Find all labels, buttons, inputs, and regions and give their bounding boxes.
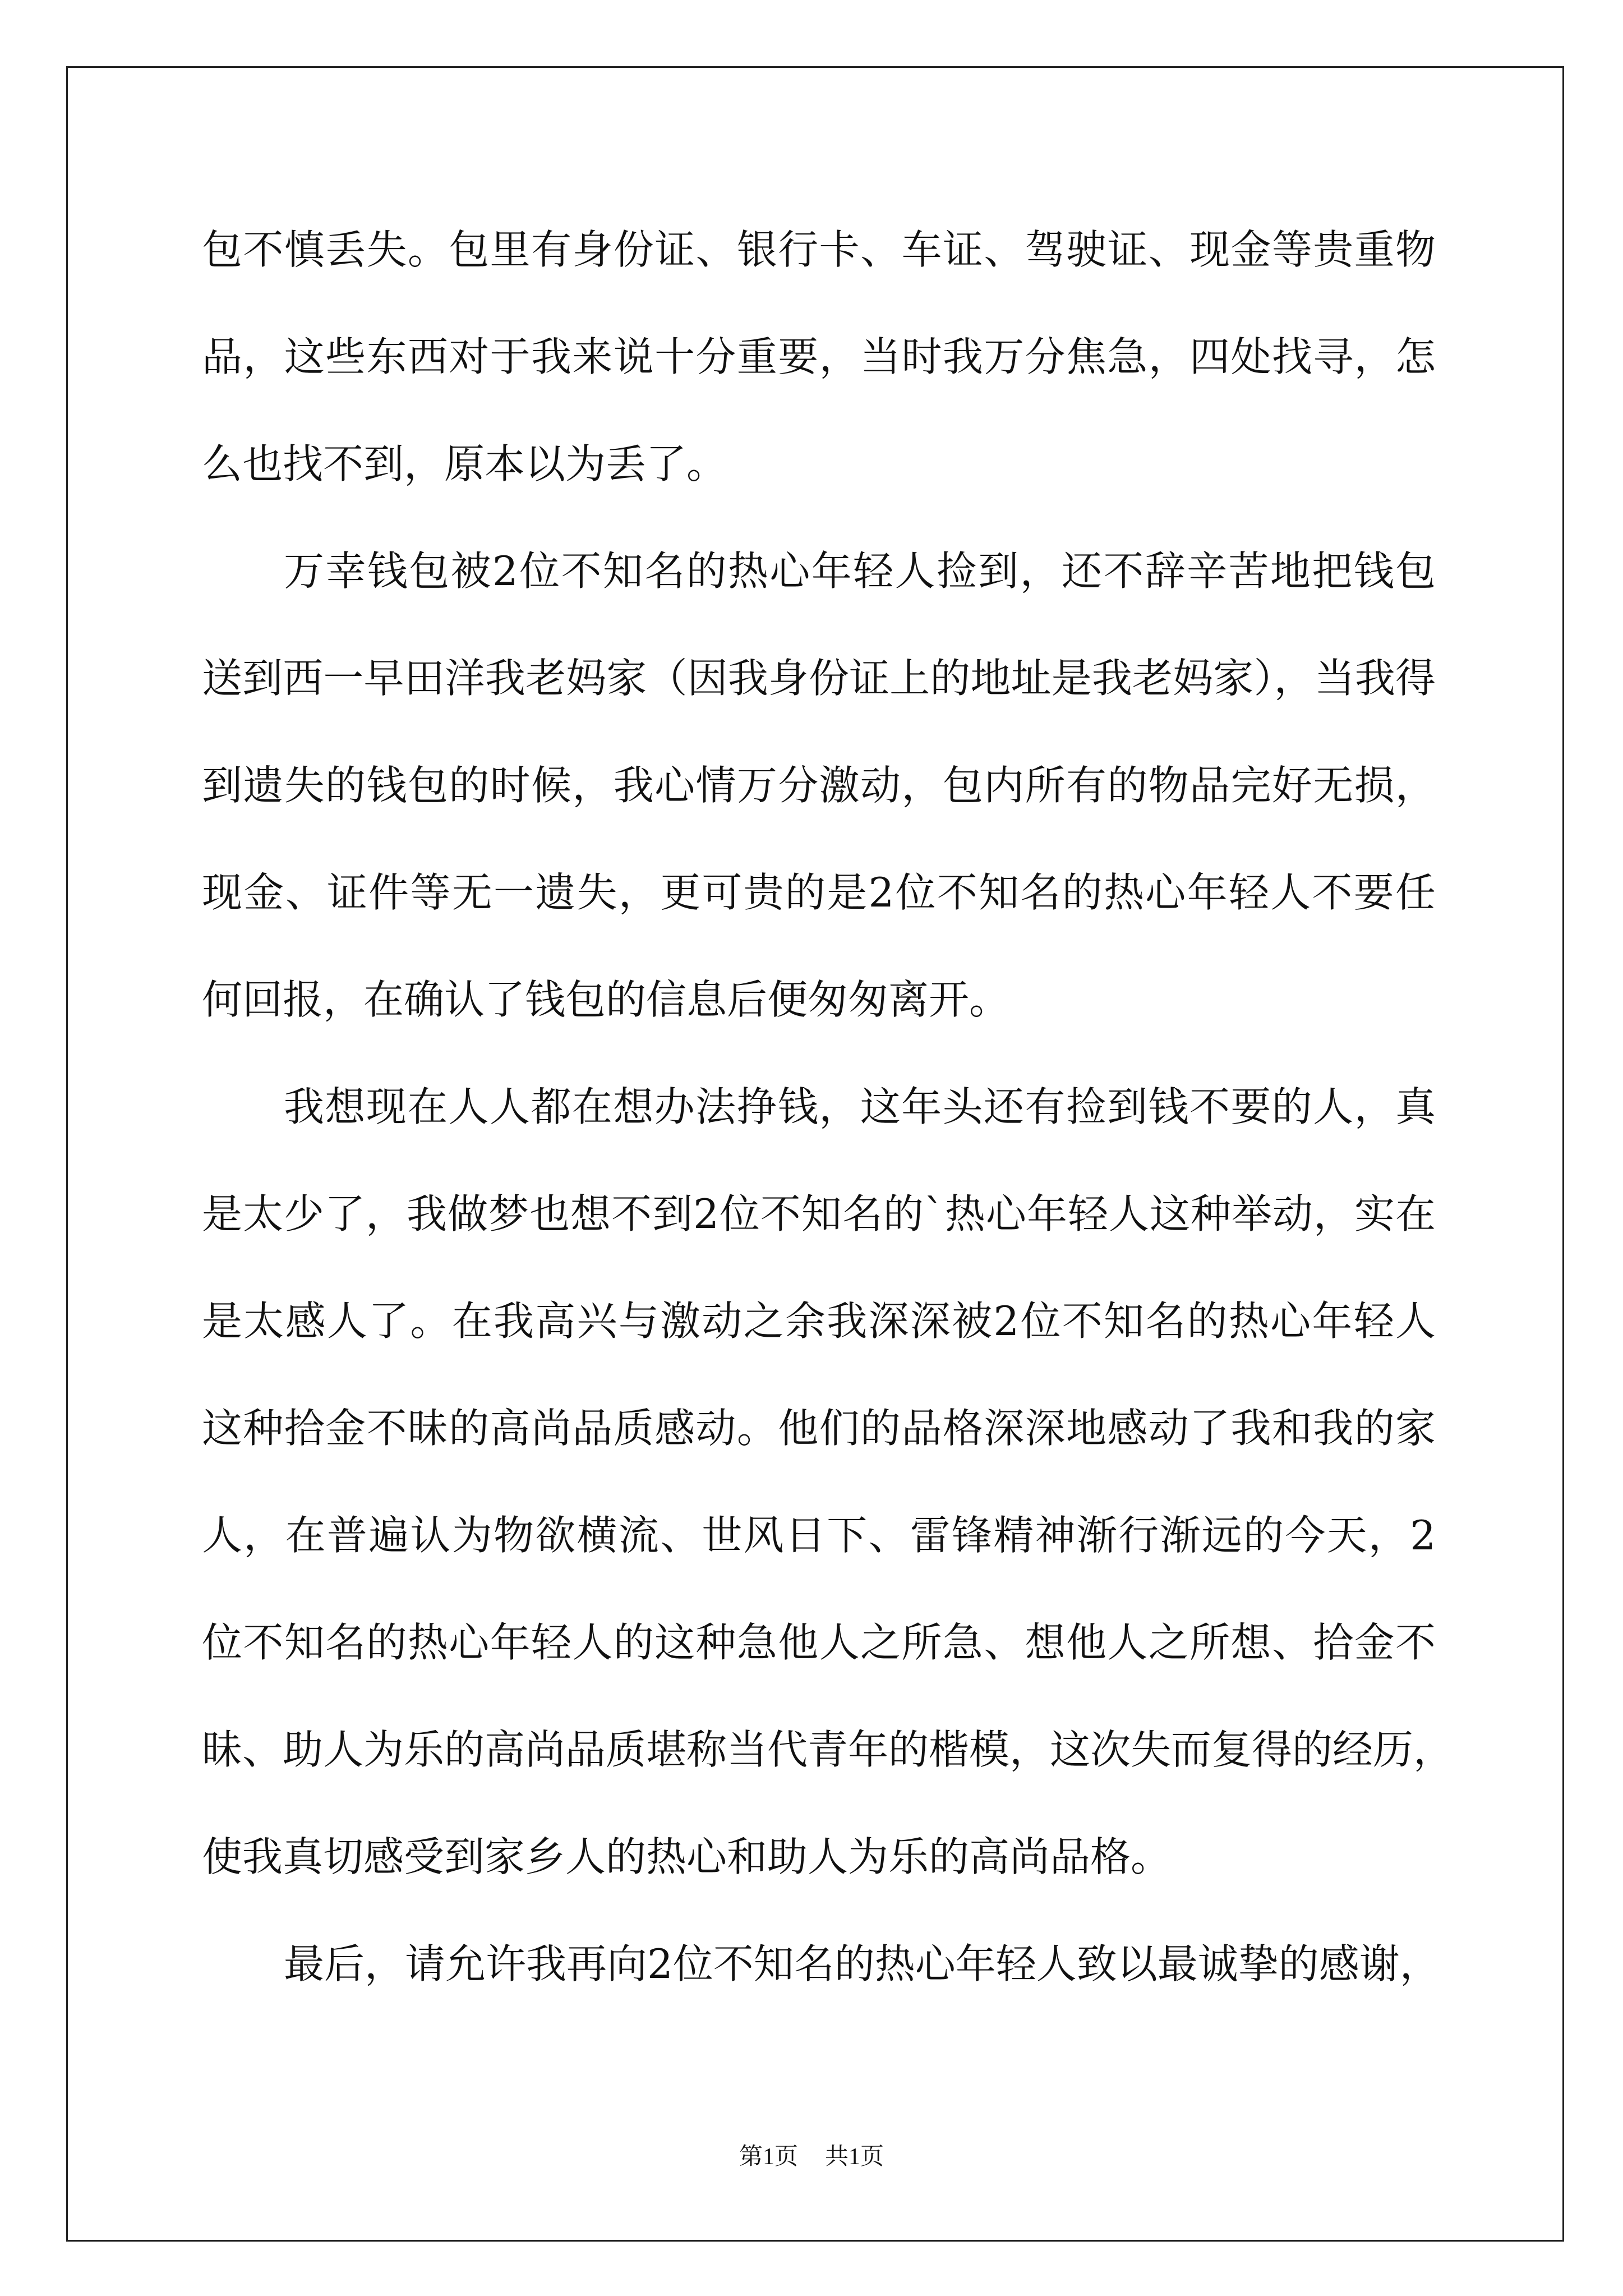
text-line: 位不知名的热心年轻人的这种急他人之所急、想他人之所想、拾金不 bbox=[202, 1619, 1436, 1666]
document-body bbox=[202, 196, 1454, 2018]
text-line: 送到西一早田洋我老妈家（因我身份证上的地址是我老妈家），当我得 bbox=[202, 655, 1436, 702]
text-line: 品，这些东西对于我来说十分重要，当时我万分焦急，四处找寻，怎 bbox=[202, 333, 1436, 380]
text-line: 最后，请允许我再向2位不知名的热心年轻人致以最诚挚的感谢， bbox=[284, 1940, 1440, 1987]
paragraph bbox=[202, 1911, 1440, 2018]
text-line: 何回报，在确认了钱包的信息后便匆匆离开。 bbox=[202, 976, 1010, 1023]
paragraph bbox=[202, 196, 1436, 518]
text-line: 我想现在人人都在想办法挣钱，这年头还有捡到钱不要的人，真 bbox=[284, 1083, 1436, 1130]
text-line: 是太感人了。在我高兴与激动之余我深深被2位不知名的热心年轻人 bbox=[202, 1297, 1436, 1345]
text-line: 到遗失的钱包的时候，我心情万分激动，包内所有的物品完好无损， bbox=[202, 762, 1436, 809]
paragraph bbox=[202, 1053, 1454, 1911]
text-line: 么也找不到，原本以为丢了。 bbox=[202, 440, 727, 487]
page-total: 共1页 bbox=[825, 2144, 884, 2170]
text-line: 人，在普遍认为物欲横流、世风日下、雷锋精神渐行渐远的今天，2 bbox=[202, 1512, 1436, 1559]
text-line: 是太少了，我做梦也想不到2位不知名的`热心年轻人这种举动，实在 bbox=[202, 1190, 1436, 1237]
text-line: 包不慎丢失。包里有身份证、银行卡、车证、驾驶证、现金等贵重物 bbox=[202, 226, 1436, 273]
page-number: 第1页 bbox=[739, 2144, 798, 2170]
paragraph bbox=[202, 518, 1436, 1053]
text-line: 使我真切感受到家乡人的热心和助人为乐的高尚品格。 bbox=[202, 1833, 1172, 1880]
page-footer bbox=[0, 2140, 1623, 2174]
text-line: 这种拾金不昧的高尚品质感动。他们的品格深深地感动了我和我的家 bbox=[202, 1405, 1436, 1452]
text-line: 现金、证件等无一遗失，更可贵的是2位不知名的热心年轻人不要任 bbox=[202, 869, 1436, 916]
text-line: 万幸钱包被2位不知名的热心年轻人捡到，还不辞辛苦地把钱包 bbox=[284, 547, 1436, 595]
text-line: 昧、助人为乐的高尚品质堪称当代青年的楷模，这次失而复得的经历， bbox=[202, 1726, 1454, 1773]
